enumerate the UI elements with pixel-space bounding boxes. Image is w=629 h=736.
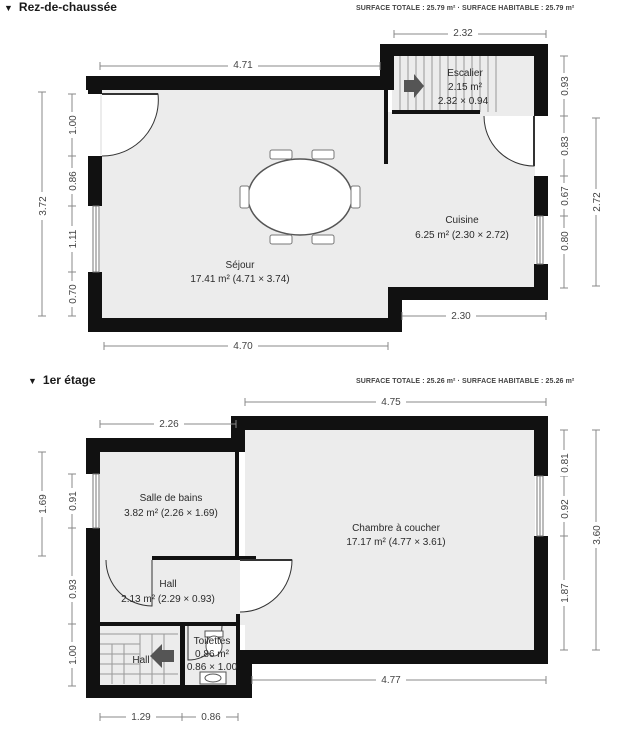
chambre-area: 17.17 m² (4.77 × 3.61)	[346, 537, 446, 548]
wall	[534, 176, 548, 216]
dim-top-left: 2.26	[159, 419, 179, 430]
wall	[86, 528, 100, 698]
svg-text:1.11: 1.11	[68, 229, 79, 249]
ground-title: Rez-de-chaussée	[18, 0, 117, 14]
wall	[86, 685, 252, 698]
dim-right-outer	[588, 189, 604, 215]
chambre-name: Chambre à coucher	[352, 523, 440, 534]
escalier-area: 2.15 m²	[448, 82, 482, 93]
svg-text:1.00: 1.00	[68, 645, 79, 665]
escalier-name: Escalier	[447, 68, 483, 79]
wall	[88, 272, 102, 332]
wall	[86, 438, 100, 474]
wall	[235, 452, 239, 556]
sink-icon	[200, 672, 226, 684]
svg-text:0.91: 0.91	[68, 491, 79, 511]
cuisine-area: 6.25 m² (2.30 × 2.72)	[415, 230, 509, 241]
dim-bottom-a: 1.29	[131, 712, 151, 723]
dim-bottom-b: 0.86	[201, 712, 221, 723]
wall	[392, 287, 548, 300]
dim-left-outer	[34, 192, 50, 220]
wall	[231, 416, 245, 452]
ground-floorplan	[34, 26, 604, 352]
upper-surface: SURFACE TOTALE : 25.26 m² · SURFACE HABITABLE : 25.26 m²	[356, 378, 575, 385]
escalier-dims: 2.32 × 0.94	[437, 96, 489, 107]
salle-area: 3.82 m² (2.26 × 1.69)	[124, 508, 218, 519]
window-icon	[93, 206, 99, 272]
hall-floor	[100, 560, 245, 625]
wall	[88, 76, 102, 94]
wall	[380, 44, 548, 56]
salle-floor	[100, 452, 237, 560]
svg-text:0.93: 0.93	[68, 579, 79, 599]
hall-name: Hall	[159, 579, 177, 590]
hall2-name: Hall	[132, 655, 150, 666]
wall	[384, 90, 388, 164]
svg-text:1.69: 1.69	[38, 494, 49, 514]
toilettes-name: Toilettes	[193, 636, 231, 647]
svg-text:0.67: 0.67	[560, 186, 571, 206]
sejour-name: Séjour	[225, 260, 255, 271]
svg-text:3.72: 3.72	[38, 196, 49, 216]
window-icon	[537, 476, 543, 536]
svg-text:0.81: 0.81	[560, 453, 571, 473]
wall	[534, 416, 548, 476]
dim-bottom-left: 4.70	[233, 341, 253, 352]
toilettes-area: 0.86 m²	[195, 649, 229, 660]
svg-text:1.87: 1.87	[560, 583, 571, 603]
triangle-down-icon: ▼	[28, 376, 37, 386]
wall	[88, 156, 102, 206]
hall-area: 2.13 m² (2.29 × 0.93)	[121, 594, 215, 605]
wall	[86, 76, 386, 90]
upper-floorplan	[34, 394, 604, 723]
wall	[236, 614, 240, 688]
wall	[238, 650, 252, 698]
wall	[534, 44, 548, 116]
window-icon	[93, 474, 99, 528]
wall	[88, 318, 402, 332]
svg-text:0.93: 0.93	[560, 76, 571, 96]
dim-bottom-right: 4.77	[381, 675, 401, 686]
svg-text:0.80: 0.80	[560, 231, 571, 251]
window-icon	[537, 216, 543, 264]
ground-surface: SURFACE TOTALE : 25.79 m² · SURFACE HABITABLE : 25.79 m²	[356, 5, 575, 12]
dim-top-left: 4.71	[233, 60, 253, 71]
dim-top-right: 2.32	[453, 28, 473, 39]
svg-text:1.00: 1.00	[68, 115, 79, 135]
wall	[534, 536, 548, 664]
cuisine-name: Cuisine	[445, 215, 479, 226]
wall	[231, 416, 547, 430]
dim-left-outer	[34, 491, 50, 517]
dim-right-outer	[588, 522, 604, 548]
svg-text:0.92: 0.92	[560, 499, 571, 519]
sejour-area: 17.41 m² (4.71 × 3.74)	[190, 274, 290, 285]
upper-title: 1er étage	[42, 373, 96, 387]
svg-text:0.86: 0.86	[68, 171, 79, 191]
toilettes-dims: 0.86 × 1.00	[186, 662, 238, 673]
wall	[238, 650, 548, 664]
wall	[86, 438, 245, 452]
svg-text:3.60: 3.60	[592, 525, 603, 545]
wall	[180, 622, 185, 688]
triangle-down-icon: ▼	[4, 3, 13, 13]
wall	[100, 622, 240, 626]
salle-name: Salle de bains	[139, 493, 203, 504]
wall	[392, 110, 480, 114]
svg-text:0.70: 0.70	[68, 284, 79, 304]
svg-text:0.83: 0.83	[560, 136, 571, 156]
dim-bottom-right: 2.30	[451, 311, 471, 322]
svg-text:2.72: 2.72	[592, 192, 603, 212]
dim-top-right: 4.75	[381, 397, 401, 408]
